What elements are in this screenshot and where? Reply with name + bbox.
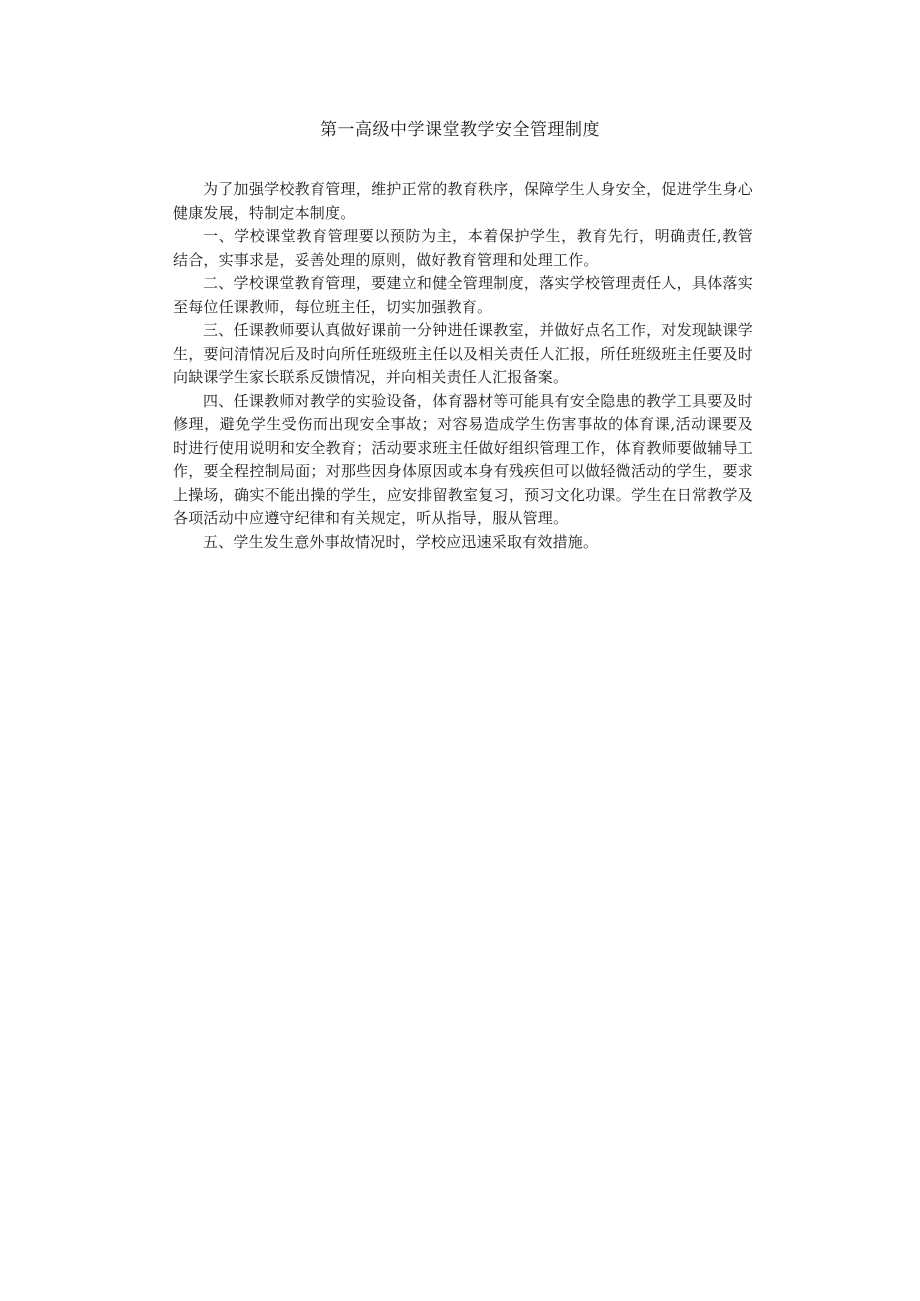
document-title: 第一高级中学课堂教学安全管理制度	[320, 120, 600, 140]
paragraph-3: 三、任课教师要认真做好课前一分钟进任课教室，并做好点名工作，对发现缺课学生，要问清情况后及时向所任班级班主任以及相关责任人汇报，所任班级班主任要及时向缺课学生家长联系反馈情况，并向相关责任人汇报备案。	[173, 321, 753, 386]
paragraph-2: 二、学校课堂教育管理，要建立和健全管理制度，落实学校管理责任人，具体落实至每位任课教师，每位班主任，切实加强教育。	[173, 274, 753, 316]
paragraph-intro: 为了加强学校教育管理，维护正常的教育秩序，保障学生人身安全，促进学生身心健康发展，特制定本制度。	[173, 180, 753, 222]
paragraph-5: 五、学生发生意外事故情况时，学校应迅速采取有效措施。	[203, 532, 599, 551]
document-body	[173, 178, 753, 554]
paragraph-1: 一、学校课堂教育管理要以预防为主，本着保护学生，教育先行，明确责任,教管结合，实事求是，妥善处理的原则，做好教育管理和处理工作。	[173, 227, 753, 269]
paragraph-4: 四、任课教师对教学的实验设备，体育器材等可能具有安全隐患的教学工具要及时修理，避免学生受伤而出现安全事故；对容易造成学生伤害事故的体育课,活动课要及时进行使用说明和安全教育；活动要求班主任做好组织管理工作，体育教师要做辅导工作，要全程控制局面；对那些因身体原因或本身有残疾但可以做轻微活动的学生，要求上操场，确实不能出操的学生，应安排留教室复习，预习文化功课。学生在日常教学及各项活动中应遵守纪律和有关规定，听从指导，服从管理。	[173, 391, 753, 527]
